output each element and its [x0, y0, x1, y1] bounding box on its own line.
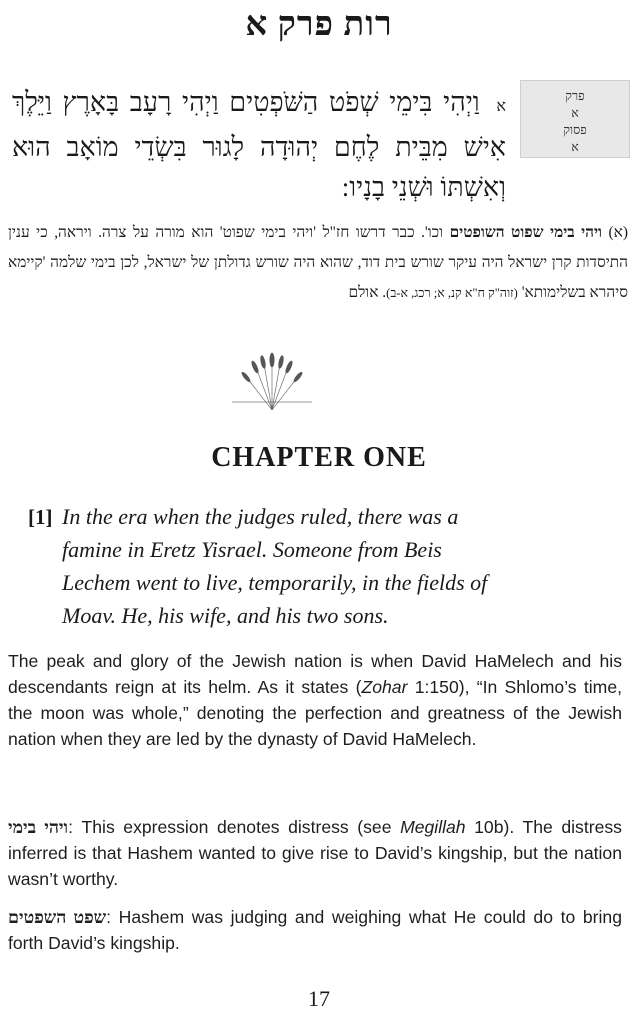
hebrew-commentary	[8, 218, 628, 308]
chapter-heading: CHAPTER ONE	[211, 442, 427, 473]
paragraph-text: : This expression denotes distress (see	[68, 817, 401, 837]
paragraph-text: : Hashem was judging and weighing what He could do to bring forth David’s kingship.	[8, 907, 622, 953]
hebrew-term: שפט השפטים	[8, 907, 107, 927]
chapter-verse-reference-box	[520, 80, 630, 158]
page-number: 17	[308, 986, 330, 1011]
source-citation: Megillah	[400, 817, 466, 837]
hebrew-verse	[12, 82, 506, 207]
commentary-text: וכו'. כבר דרשו חז"ל 'ויהי בימי שפוט' הוא מורה על צרה. ויראה, כי ענין התיסדות קרן ישראל היה עיקר שורש בית דוד, שהוא היה שורש גדולתן של ישראל, לכן בימי שלמה 'קיימא סיהרא בשלימותא'	[8, 224, 628, 301]
verse-text: וַיְהִי בִּימֵי שְׁפֹט הַשֹּׁפְטִים וַיְהִי רָעָב בָּאָרֶץ וַיֵּלֶךְ אִישׁ מִבֵּית לֶחֶם יְהוּדָה לָגוּר בִּשְׂדֵי מוֹאָב הוּא וְאִשְׁתּוֹ וּשְׁנֵי בָנָיו:	[12, 87, 506, 202]
verse-marker: א	[496, 98, 507, 115]
commentary-text-end: . אולם	[348, 284, 387, 301]
source-citation: Zohar	[361, 677, 408, 697]
translation-number: [1]	[28, 505, 53, 529]
wheat-ornament-icon	[232, 348, 312, 418]
page-title: רות פרק א	[245, 6, 393, 43]
verse-label: פסוק	[563, 123, 587, 137]
commentary-source: (זוה"ק ח"א קנ, א; רכג, א-ב)	[386, 286, 518, 300]
commentary-marker: (א)	[608, 224, 628, 241]
commentary-lemma: ויהי בימי שפוט השופטים	[449, 224, 602, 241]
verse-translation: In the era when the judges ruled, there was a famine in Eretz Yisrael. Someone from Beis Lechem went to live, temporarily, in the fields of Moav. He, his wife, and his two sons.	[62, 504, 488, 628]
verse-number: א	[571, 140, 579, 154]
explanation-paragraph-2	[8, 814, 622, 892]
paragraph-text: The peak and glory of the Jewish nation is when David HaMelech and his descendants reign at its helm. As it states (	[8, 651, 622, 697]
explanation-paragraph-1	[8, 648, 622, 752]
paragraph-text: 1:150), “In Shlomo’s time, the moon was whole,” denoting the perfection and greatness of the Jewish nation when they are led by the dynasty of David HaMelech.	[8, 677, 622, 749]
explanation-paragraph-3	[8, 904, 622, 956]
paragraph-text: 10b). The distress inferred is that Hashem wanted to give rise to David’s kingship, but the nation wasn’t worthy.	[8, 817, 622, 889]
chapter-label: פרק	[565, 89, 585, 103]
chapter-number: א	[571, 106, 579, 120]
hebrew-term: ויהי בימי	[8, 817, 69, 837]
